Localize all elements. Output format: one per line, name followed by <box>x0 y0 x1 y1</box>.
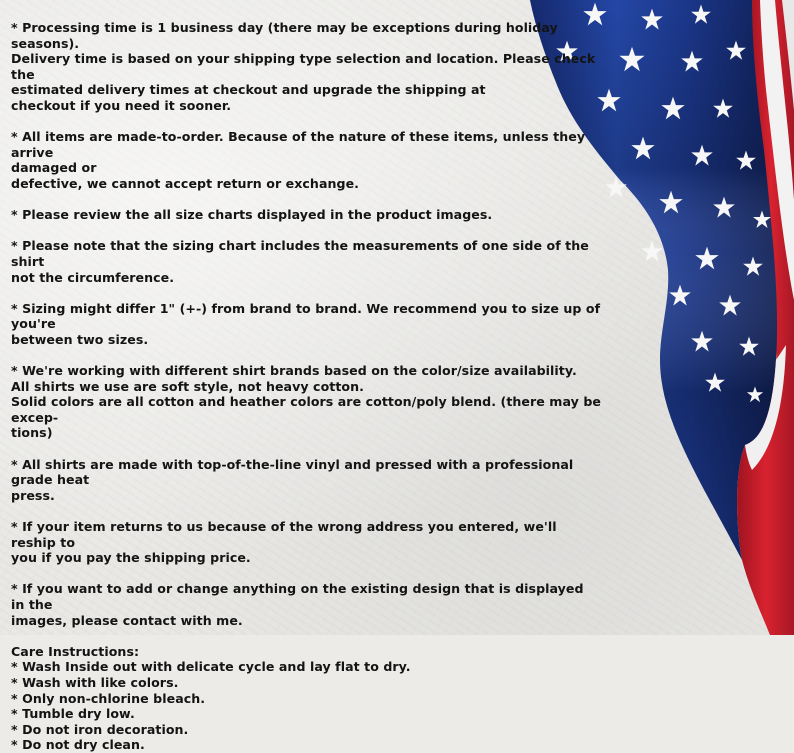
care-item: * Wash with like colors. <box>11 674 179 690</box>
policy-vinyl: * All shirts are made with top-of-the-line vinyl and pressed with a professional grade heat press. <box>11 456 574 503</box>
policy-made-to-order: * All items are made-to-order. Because of the nature of these items, unless they arrive damaged or defective, we cannot accept return or exchange. <box>11 129 586 191</box>
policy-wrong-address: * If your item returns to us because of the wrong address you entered, we'll reship to you if you pay the shipping price. <box>11 519 557 566</box>
policy-size-charts: * Please review the all size charts displayed in the product images. <box>11 207 493 223</box>
shop-policy-text <box>11 20 601 753</box>
care-item: * Do not dry clean. <box>11 737 145 753</box>
care-item: * Do not iron decoration. <box>11 721 189 737</box>
policy-shirt-brands: * We're working with different shirt brands based on the color/size availability. All shirts we use are soft style, not heavy cotton. Solid colors are all cotton and heather colors are cotton/poly blend. (there may be excep- tions) <box>11 363 601 441</box>
policy-sizing-difference: * Sizing might differ 1" (+-) from brand to brand. We recommend you to size up of you're between two sizes. <box>11 300 601 347</box>
policy-sizing-measurement: * Please note that the sizing chart includes the measurements of one side of the shirt not the circumference. <box>11 238 589 285</box>
policy-design-changes: * If you want to add or change anything on the existing design that is displayed in the images, please contact with me. <box>11 581 584 628</box>
care-instructions-heading: Care Instructions: <box>11 643 140 659</box>
care-item: * Tumble dry low. <box>11 706 135 722</box>
care-instructions <box>11 644 601 753</box>
care-item: * Wash Inside out with delicate cycle and lay flat to dry. <box>11 659 411 675</box>
policy-processing-time: * Processing time is 1 business day (there may be exceptions during holiday seasons). Delivery time is based on your shipping type selection and location. Please check the estimated delivery times at checkout and upgrade the shipping at checkout if you need it sooner. <box>11 20 596 113</box>
care-item: * Only non-chlorine bleach. <box>11 690 206 706</box>
